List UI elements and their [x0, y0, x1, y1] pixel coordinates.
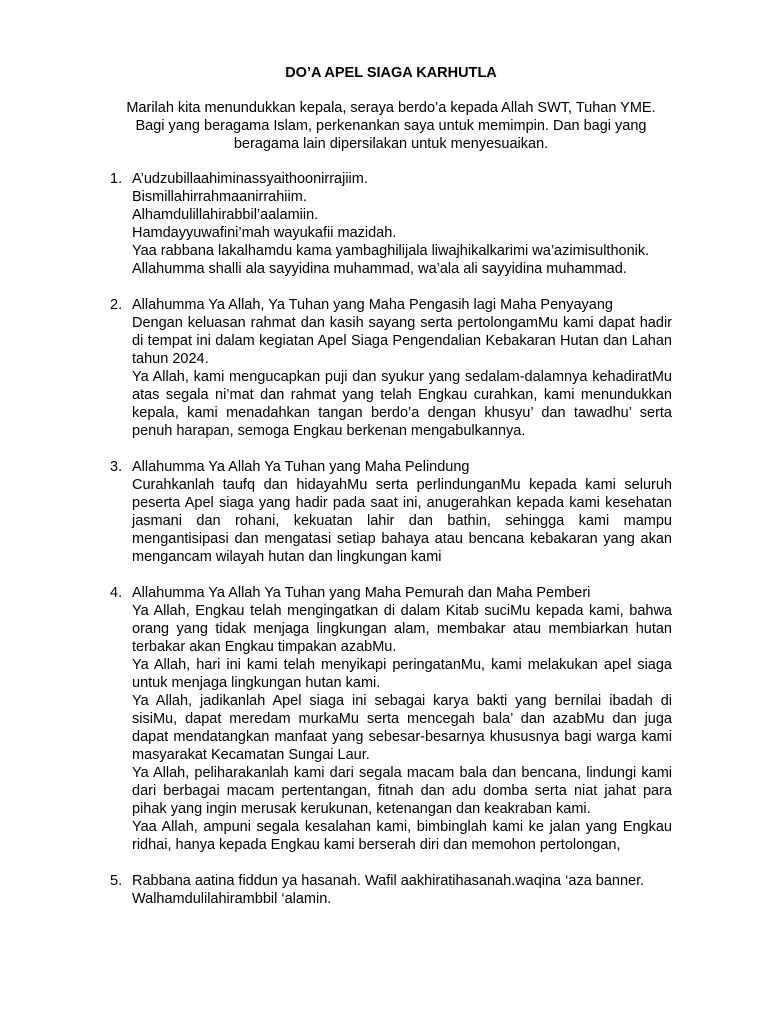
intro-line: beragama lain dipersilakan untuk menyesuaikan.	[233, 136, 549, 152]
item-line: A’udzubillaahiminassyaithoonirrajiim.	[132, 171, 368, 187]
item-paragraph: Ya Allah, kami mengucapkan puji dan syukur yang sedalam-dalamnya kehadiratMu atas segala ni’mat dan rahmat yang telah Engkau curahkan, kami menundukkan kepala, kami menadahkan tangan berdo’a dengan khusyu’ dan tawadhu’ serta penuh harapan, semoga Engkau berkenan mengabulkannya.	[132, 369, 672, 439]
item-heading: Allahumma Ya Allah Ya Tuhan yang Maha Pelindung	[132, 459, 470, 475]
item-paragraph: Dengan keluasan rahmat dan kasih sayang serta pertolongamMu kami dapat hadir di tempat ini dalam kegiatan Apel Siaga Pengendalian Kebakaran Hutan dan Lahan tahun 2024.	[132, 315, 672, 367]
item-line: Alhamdulillahirabbil’aalamiin.	[132, 207, 319, 223]
item-heading: Allahumma Ya Allah, Ya Tuhan yang Maha Pengasih lagi Maha Penyayang	[132, 297, 613, 313]
item-line: Rabbana aatina fiddun ya hasanah. Wafil aakhiratihasanah.waqina ‘aza banner.	[132, 873, 645, 889]
intro-paragraph	[110, 99, 672, 153]
item-paragraph: Yaa Allah, ampuni segala kesalahan kami, bimbinglah kami ke jalan yang Engkau ridhai, hanya kepada Engkau kami berserah diri dan memohon pertolongan,	[132, 819, 672, 853]
intro-line: Marilah kita menundukkan kepala, seraya berdo’a kepada Allah SWT, Tuhan YME.	[126, 100, 656, 116]
item-paragraph: Ya Allah, hari ini kami telah menyikapi peringatanMu, kami melakukan apel siaga untuk menjaga lingkungan hutan kami.	[132, 657, 672, 691]
item-number: 2.	[110, 297, 123, 313]
prayer-list	[110, 170, 672, 908]
document-title: DO’A APEL SIAGA KARHUTLA	[285, 65, 497, 81]
item-paragraph: Curahkanlah taufq dan hidayahMu serta perlindunganMu kepada kami seluruh peserta Apel siaga yang hadir pada saat ini, anugerahkan kepada kami kesehatan jasmani dan rohani, kekuatan lahir dan bathin, sehingga kami mampu mengantisipasi dan mengatasi setiap bahaya atau bencana kebakaran yang akan mengancam wilayah hutan dan lingkungan kami	[132, 477, 672, 565]
prayer-item-4	[110, 584, 672, 854]
item-paragraph: Ya Allah, Engkau telah mengingatkan di dalam Kitab suciMu kepada kami, bahwa orang yang tidak menjaga lingkungan alam, membakar atau membiarkan hutan terbakar akan Engkau timpakan azabMu.	[132, 603, 672, 655]
prayer-item-2	[110, 296, 672, 440]
item-heading: Allahumma Ya Allah Ya Tuhan yang Maha Pemurah dan Maha Pemberi	[132, 585, 591, 601]
item-number: 4.	[110, 585, 123, 601]
prayer-item-1	[110, 170, 672, 278]
item-line: Bismillahirrahmaanirrahiim.	[132, 189, 307, 205]
item-paragraph: Ya Allah, jadikanlah Apel siaga ini sebagai karya bakti yang bernilai ibadah di sisiMu, dapat meredam murkaMu serta mencegah bala’ dan azabMu dan juga dapat mendatangkan manfaat yang sebesar-besarnya khususnya bagi warga kami masyarakat Kecamatan Sungai Laur.	[132, 693, 672, 763]
item-paragraph: Ya Allah, peliharakanlah kami dari segala macam bala dan bencana, lindungi kami dari berbagai macam pertentangan, fitnah dan adu domba serta niat jahat para pihak yang ingin merusak kerukunan, ketenangan dan keakraban kami.	[132, 765, 672, 817]
intro-line: Bagi yang beragama Islam, perkenankan saya untuk memimpin. Dan bagi yang	[135, 118, 647, 134]
prayer-item-3	[110, 458, 672, 566]
item-line: Yaa rabbana lakalhamdu kama yambaghilijala liwajhikalkarimi wa’azimisulthonik.	[132, 243, 650, 259]
prayer-item-5	[110, 872, 672, 908]
item-line: Walhamdulilahirambbil ‘alamin.	[132, 891, 332, 907]
item-line: Allahumma shalli ala sayyidina muhammad, wa’ala ali sayyidina muhammad.	[132, 261, 627, 277]
item-line: Hamdayyuwafini’mah wayukafii mazidah.	[132, 225, 397, 241]
item-number: 5.	[110, 873, 123, 889]
item-number: 1.	[110, 171, 123, 187]
item-number: 3.	[110, 459, 123, 475]
